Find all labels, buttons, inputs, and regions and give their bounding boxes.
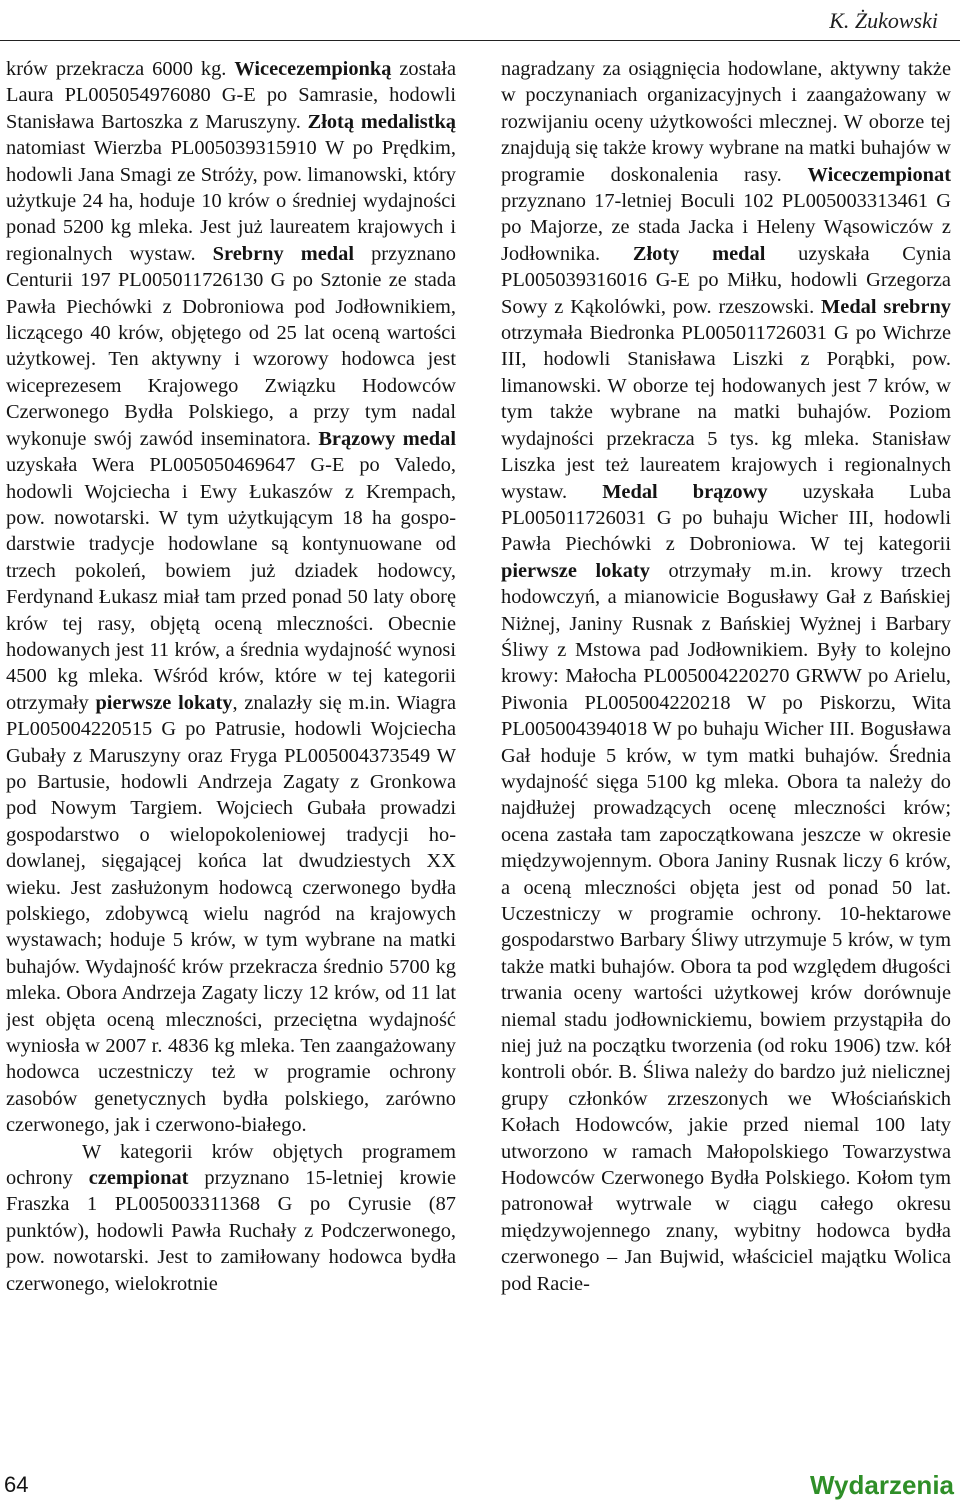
text-run: nagradzany za osiągnięcia hodowlane, aktywny także w poczynaniach organizacyjnych i zaangażowany w rozwijaniu oceny użytkowości mlecznej. W oborze tej znajdują się także krowy wybrane na matki buhajów w programie doskonalenia rasy. (501, 58, 951, 186)
paragraph (501, 56, 951, 1297)
text-run: przyznano Centurii 197 PL005011726130 G po Sztonie ze stada Pawła Piechówki z Dobroniowa pod Jodłownikiem, liczącego 40 krów, objętego od 25 lat oceną wartości użytkowej. Ten aktywny i wzorowy hodowca jest wiceprezesem Krajowego Związku Hodowców Czerwonego Bydła Polskiego, a przy tym nadal wykonuje swój zawód inseminatora. (6, 242, 456, 450)
bold-phrase: Medal srebrny (821, 295, 951, 318)
bold-phrase: Wiceczempionat (807, 163, 951, 186)
section-name: Wydarzenia (809, 1470, 954, 1500)
text-run: uzyskała Cynia PL005039316016 G-E po Miłku, hodowli Grzegorza Sowy z Kąkolówki, pow. rzeszowski. (501, 242, 951, 318)
paragraph (6, 1139, 456, 1297)
text-run: krów przekracza 6000 kg. (6, 58, 235, 80)
text-run: otrzymała Biedronka PL005011726031 G po Wichrze III, hodowli Stanisława Liszki z Porąbki, pow. limanowski. W oborze tej hodowanych jest 7 krów, w tym także wybrane na matki buhajów. Poziom wydajności przekracza 5 tys. kg mleka. Stanisław Liszka jest też laureatem krajowych i regionalnych wystaw. (501, 322, 951, 503)
text-column-left (6, 56, 456, 1436)
bold-phrase: Srebrny medal (212, 242, 354, 265)
bold-phrase: pierwsze lokaty (95, 691, 233, 714)
text-run: została Laura PL005054976080 G-E po Samrasie, hodowli Stanisława Bartoszka z Maruszyny. (6, 58, 456, 133)
text-run: uzyskała Luba PL005011726031 G po buhaju Wicher III, hodowli Pawła Piechówki z Dobroniowa. W tej kategorii (501, 480, 951, 556)
bold-phrase: pierwsze lokaty (501, 559, 650, 582)
header-rule (0, 40, 960, 41)
bold-phrase: Brązowy medal (318, 427, 456, 450)
bold-phrase: czempionat (88, 1167, 189, 1190)
text-run: , znalazły się m.in. Wiagra PL005004220515 G po Patrusie, hodowli Wojciecha Gubały z Maruszyny oraz Fryga PL005004373549 W po Bartusie, hodowli Andrzeja Zagaty z Gronkowa pod Nowym Targiem. Wojciech Gubała prowadzi gospodarstwo o wielopokoleniowej tradycji hodowlanej, sięgającej końca lat dwudziestych XX wieku. Jest zasłużonym hodowcą czerwonego bydła polskiego, zdobywcą wielu nagród na krajowych wystawach; hoduje 5 krów, w tym wybrane na matki buhajów. Wydajność krów przekracza średnio 5700 kg mleka. Obora Andrzeja Zagaty liczy 12 krów, od 11 lat jest objęta oceną mleczności, przeciętna wydajność wyniosła w 2007 r. 4836 kg mleka. Ten zaangażowany hodowca uczestniczy też w programie ochrony zasobów genetycznych bydła polskiego, zarówno czerwonego, jak i czerwono-białego. (6, 691, 456, 1137)
page-number: 64 (4, 1472, 29, 1497)
text-run: W kategorii krów objętych programem ochrony (6, 1140, 456, 1190)
bold-phrase: Medal brązowy (602, 480, 768, 503)
text-run: przyznano 15-letniej krowie Fraszka 1 PL005003311368 G po Cyrusie (87 punktów), hodowli Pawła Ruchały z Podczerwonego, pow. nowotarski. Jest to zamiłowany hodowca bydła czerwonego, wielokrotnie (6, 1167, 456, 1295)
running-header-author: K. Żukowski (829, 8, 938, 33)
paragraph (6, 56, 456, 1139)
bold-phrase: Złoty medal (632, 242, 766, 265)
bold-phrase: Wicecezempionką (234, 58, 392, 80)
text-run: przyznano 17-letniej Boculi 102 PL005003313461 G po Majorze, ze stada Jacka i Heleny Wąsowiczów z Jodłownika. (501, 190, 951, 265)
text-run: otrzymały m.in. krowy trzech hodowczyń, a mianowicie Bogusławy Gał z Bańskiej Niżnej, Janiny Rusnak z Bańskiej Wyżnej i Barbary Śliwy z Mstowa pad Jodłownikiem. Były to kolejno krowy: Małocha PL005004220270 GRWW po Arielu, Piwonia PL005004220218 W po Piskorzu, Wita PL005004394018 W po buhaju Wicher III. Bogusława Gał hoduje 5 krów, w tym matki buhajów. Średnia wydajność sięga 5100 kg mleka. Obora ta należy do najdłużej prowadzących ocenę mleczności krów; ocena zastała tam zapoczątkowana jeszcze w okresie międzywojennym. Obora Janiny Rusnak liczy 6 krów, a oceną mleczności objęta jest od ponad 50 lat. Uczestniczy w programie ochrony. 10-hektarowe gospodarstwo Barbary Śliwy utrzymuje 5 krów, w tym także matki buhajów. Obora ta pod względem długości trwania oceny wartości użytkowej krów dorównuje niemal stadu jodłownickiemu, bowiem przystąpiła do niej już na początku tworzenia (od roku 1906) tzw. kół kontroli obór. B. Śliwa należy do bardzo już nielicznej grupy członków zrzeszonych we Włościańskich Kołach Hodowców, jakie przed niemal 100 laty utworzono w ramach Małopolskiego Towarzystwa Hodowców Czerwonego Bydła Polskiego. Kołom tym patronował wytrwale w ciągu całego okresu międzywojennego znany, wybitny hodowca bydła czerwonego – Jan Bujwid, właściciel majątku Wolica pod Racie- (501, 559, 951, 1295)
bold-phrase: Złotą medalistką (307, 110, 456, 133)
text-run: uzyskała Wera PL005050469647 G-E po Valedo, hodowli Wojciecha i Ewy Łukaszów z Krempach, pow. nowotarski. W tym użytkującym 18 ha gospodarstwie tradycje hodowlane są kontynuowane od trzech pokoleń, bowiem już dziadek hodowcy, Ferdynand Łukasz miał tam przed ponad 50 laty oborę krów tej rasy, objętą oceną mleczności. Obecnie hodowanych jest 11 krów, a średnia wydajność wynosi 4500 kg mleka. Wśród krów, które w tej kategorii otrzymały (6, 454, 456, 714)
text-run: natomiast Wierzba PL005039315910 W po Prędkim, hodowli Jana Smagi ze Stróży, pow. limanowski, który użytkuje 24 ha, hoduje 10 krów o średniej wydajności ponad 5200 kg mleka. Jest już laureatem krajowych i regionalnych wystaw. (6, 137, 456, 265)
text-column-right (501, 56, 951, 1436)
